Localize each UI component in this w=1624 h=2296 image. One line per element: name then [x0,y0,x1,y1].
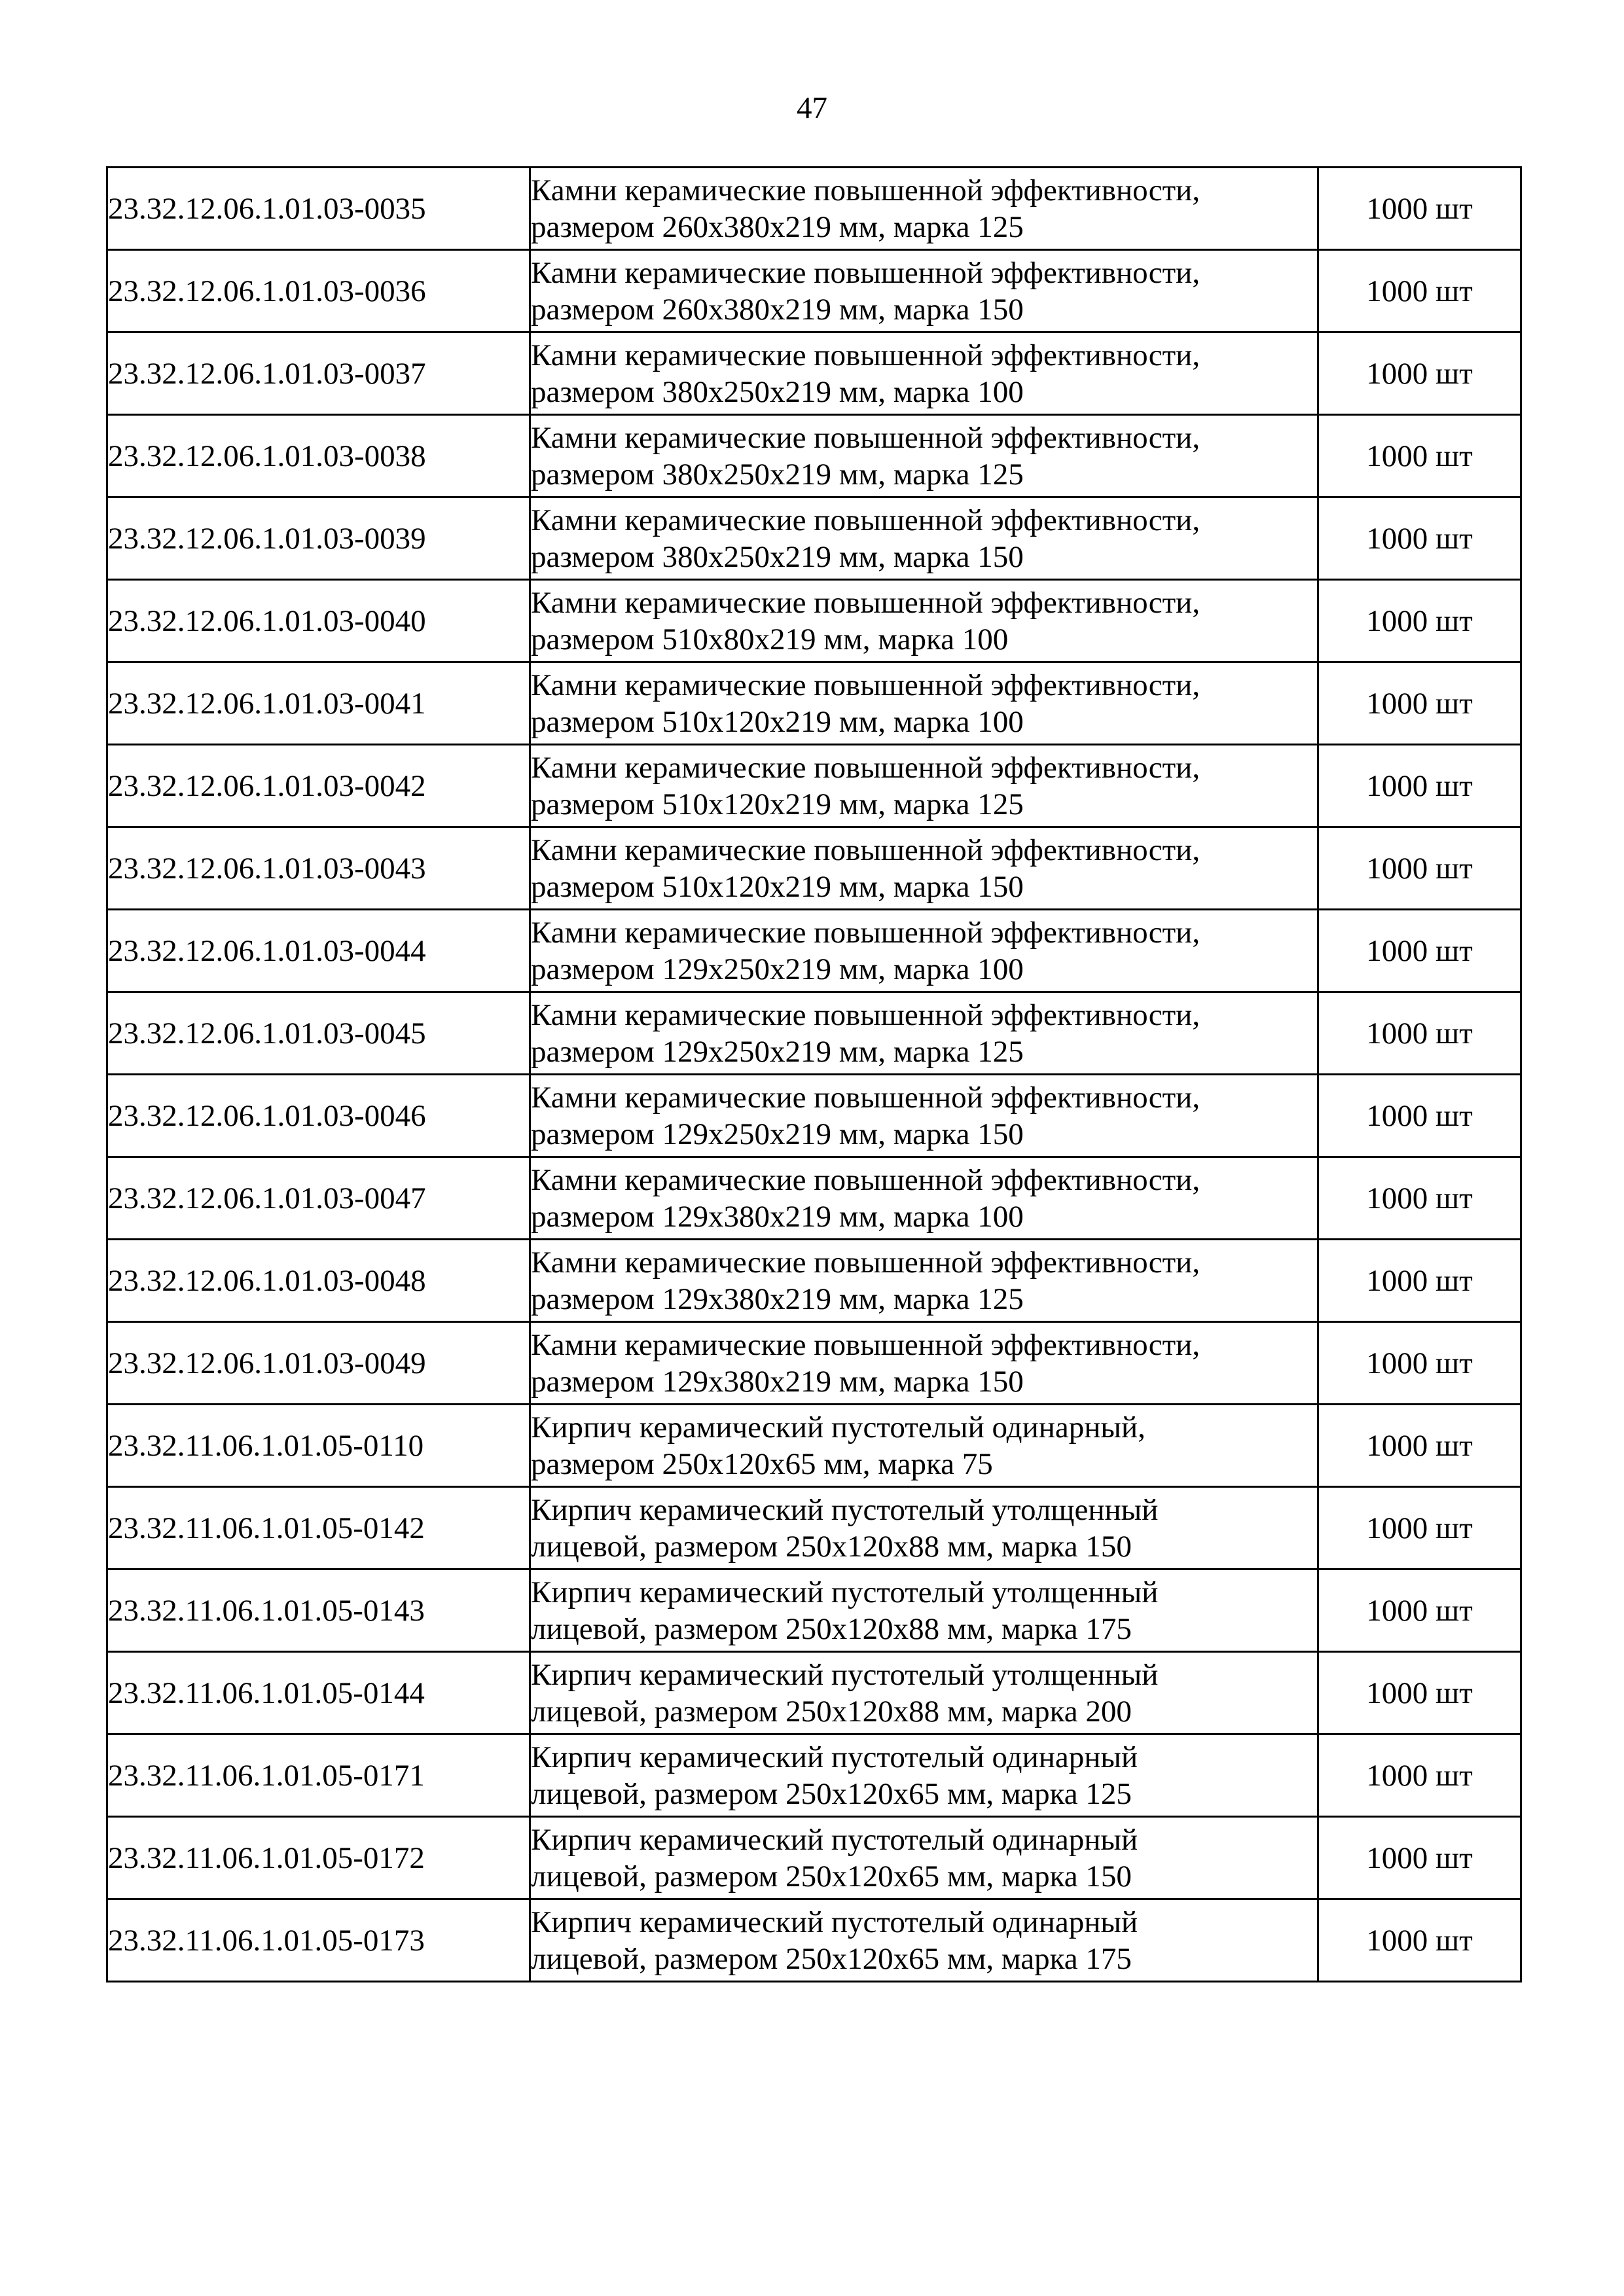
resource-name-line-1: Кирпич керамический пустотелый одинарный [531,1822,1138,1857]
resource-name-line-2: размером 510х120х219 мм, марка 150 [531,869,1024,904]
resource-code-cell: 23.32.12.06.1.01.03-0044 [107,910,530,992]
resource-name-cell [530,910,1318,992]
resource-code-cell: 23.32.12.06.1.01.03-0043 [107,827,530,910]
resource-name-line-2: размером 510х120х219 мм, марка 125 [531,787,1024,821]
resource-name-line-1: Кирпич керамический пустотелый одинарный, [531,1410,1146,1444]
resource-code-cell: 23.32.12.06.1.01.03-0045 [107,992,530,1075]
unit-cell: 1000 шт [1318,1817,1521,1899]
unit-cell: 1000 шт [1318,1734,1521,1817]
resource-table-container [106,166,1522,1982]
resource-name-line-2: размером 380х250х219 мм, марка 100 [531,374,1024,409]
table-row [107,497,1521,580]
resource-name-cell [530,415,1318,497]
resource-name-line-2: размером 380х250х219 мм, марка 125 [531,457,1024,492]
resource-code-cell: 23.32.12.06.1.01.03-0037 [107,332,530,415]
resource-name-line-1: Кирпич керамический пустотелый утолщенный [531,1492,1159,1527]
unit-cell: 1000 шт [1318,910,1521,992]
resource-name-line-2: размером 129х250х219 мм, марка 150 [531,1117,1024,1151]
resource-code-cell: 23.32.11.06.1.01.05-0110 [107,1405,530,1487]
resource-code-cell: 23.32.12.06.1.01.03-0042 [107,745,530,827]
resource-table-body [107,168,1521,1982]
resource-name-line-2: размером 510х120х219 мм, марка 100 [531,704,1024,739]
unit-cell: 1000 шт [1318,250,1521,332]
unit-cell: 1000 шт [1318,1157,1521,1240]
table-row [107,1487,1521,1570]
unit-cell: 1000 шт [1318,1075,1521,1157]
table-row [107,580,1521,662]
resource-name-line-2: лицевой, размером 250х120х88 мм, марка 150 [531,1529,1132,1564]
resource-code-cell: 23.32.12.06.1.01.03-0041 [107,662,530,745]
unit-cell: 1000 шт [1318,1487,1521,1570]
resource-code-cell: 23.32.12.06.1.01.03-0040 [107,580,530,662]
resource-name-cell [530,1405,1318,1487]
unit-cell: 1000 шт [1318,1899,1521,1982]
resource-code-cell: 23.32.12.06.1.01.03-0048 [107,1240,530,1322]
resource-name-cell [530,1487,1318,1570]
resource-name-line-1: Камни керамические повышенной эффективности, [531,338,1200,372]
table-row [107,250,1521,332]
resource-name-line-2: размером 129х380х219 мм, марка 150 [531,1364,1024,1399]
unit-cell: 1000 шт [1318,1570,1521,1652]
table-row [107,1322,1521,1405]
table-row [107,745,1521,827]
resource-name-cell [530,168,1318,250]
resource-name-line-1: Камни керамические повышенной эффективности, [531,255,1200,290]
resource-code-cell: 23.32.12.06.1.01.03-0036 [107,250,530,332]
resource-name-line-1: Камни керамические повышенной эффективности, [531,503,1200,537]
table-row [107,1157,1521,1240]
resource-name-cell [530,1075,1318,1157]
resource-code-cell: 23.32.11.06.1.01.05-0171 [107,1734,530,1817]
resource-name-line-1: Камни керамические повышенной эффективности, [531,997,1200,1032]
resource-name-cell [530,1322,1318,1405]
resource-name-cell [530,662,1318,745]
table-row [107,1405,1521,1487]
resource-code-cell: 23.32.11.06.1.01.05-0144 [107,1652,530,1734]
resource-name-line-2: размером 510х80х219 мм, марка 100 [531,622,1009,656]
resource-name-line-2: лицевой, размером 250х120х65 мм, марка 150 [531,1859,1132,1893]
resource-name-line-2: размером 380х250х219 мм, марка 150 [531,539,1024,574]
resource-name-line-1: Камни керамические повышенной эффективности, [531,1327,1200,1362]
table-row [107,1817,1521,1899]
unit-cell: 1000 шт [1318,662,1521,745]
resource-code-cell: 23.32.11.06.1.01.05-0172 [107,1817,530,1899]
resource-code-cell: 23.32.12.06.1.01.03-0047 [107,1157,530,1240]
resource-name-line-2: лицевой, размером 250х120х88 мм, марка 175 [531,1611,1132,1646]
resource-name-line-2: лицевой, размером 250х120х65 мм, марка 125 [531,1776,1132,1811]
resource-name-line-1: Камни керамические повышенной эффективности, [531,750,1200,785]
resource-name-cell [530,497,1318,580]
resource-name-line-2: размером 260х380х219 мм, марка 125 [531,209,1024,244]
resource-name-line-2: размером 129х250х219 мм, марка 100 [531,952,1024,986]
resource-name-cell [530,827,1318,910]
resource-name-line-2: лицевой, размером 250х120х65 мм, марка 175 [531,1941,1132,1976]
resource-name-cell [530,1652,1318,1734]
resource-name-line-1: Камни керамические повышенной эффективности, [531,1162,1200,1197]
resource-name-cell [530,1240,1318,1322]
resource-name-line-2: размером 250х120х65 мм, марка 75 [531,1446,993,1481]
resource-name-cell [530,332,1318,415]
table-row [107,332,1521,415]
resource-table [106,166,1522,1982]
table-row [107,1899,1521,1982]
resource-code-cell: 23.32.12.06.1.01.03-0035 [107,168,530,250]
unit-cell: 1000 шт [1318,992,1521,1075]
table-row [107,1570,1521,1652]
table-row [107,1652,1521,1734]
resource-name-line-1: Кирпич керамический пустотелый одинарный [531,1905,1138,1939]
resource-code-cell: 23.32.12.06.1.01.03-0049 [107,1322,530,1405]
unit-cell: 1000 шт [1318,1322,1521,1405]
table-row [107,992,1521,1075]
resource-name-line-1: Кирпич керамический пустотелый одинарный [531,1740,1138,1774]
resource-code-cell: 23.32.12.06.1.01.03-0039 [107,497,530,580]
resource-name-cell [530,992,1318,1075]
resource-name-line-1: Камни керамические повышенной эффективности, [531,173,1200,207]
page-number: 47 [797,91,827,125]
resource-code-cell: 23.32.11.06.1.01.05-0173 [107,1899,530,1982]
resource-name-cell [530,580,1318,662]
unit-cell: 1000 шт [1318,1405,1521,1487]
resource-name-line-2: размером 129х380х219 мм, марка 100 [531,1199,1024,1234]
unit-cell: 1000 шт [1318,745,1521,827]
unit-cell: 1000 шт [1318,168,1521,250]
resource-name-cell [530,1570,1318,1652]
table-row [107,1075,1521,1157]
resource-name-line-1: Кирпич керамический пустотелый утолщенный [531,1657,1159,1692]
resource-name-cell [530,1899,1318,1982]
resource-code-cell: 23.32.11.06.1.01.05-0142 [107,1487,530,1570]
resource-name-line-1: Камни керамические повышенной эффективности, [531,420,1200,455]
unit-cell: 1000 шт [1318,415,1521,497]
unit-cell: 1000 шт [1318,1240,1521,1322]
table-row [107,168,1521,250]
table-row [107,662,1521,745]
resource-name-cell [530,250,1318,332]
table-row [107,827,1521,910]
unit-cell: 1000 шт [1318,1652,1521,1734]
resource-name-line-1: Камни керамические повышенной эффективности, [531,1080,1200,1115]
table-row [107,1734,1521,1817]
resource-name-line-1: Камни керамические повышенной эффективности, [531,915,1200,950]
unit-cell: 1000 шт [1318,580,1521,662]
unit-cell: 1000 шт [1318,497,1521,580]
resource-name-line-1: Кирпич керамический пустотелый утолщенный [531,1575,1159,1609]
resource-name-line-1: Камни керамические повышенной эффективности, [531,668,1200,702]
resource-code-cell: 23.32.12.06.1.01.03-0038 [107,415,530,497]
resource-name-cell [530,1817,1318,1899]
table-row [107,910,1521,992]
resource-name-line-1: Камни керамические повышенной эффективности, [531,1245,1200,1280]
unit-cell: 1000 шт [1318,827,1521,910]
resource-name-cell [530,1734,1318,1817]
resource-name-line-2: лицевой, размером 250х120х88 мм, марка 200 [531,1694,1132,1729]
table-row [107,415,1521,497]
resource-name-cell [530,1157,1318,1240]
table-row [107,1240,1521,1322]
unit-cell: 1000 шт [1318,332,1521,415]
resource-code-cell: 23.32.11.06.1.01.05-0143 [107,1570,530,1652]
resource-name-cell [530,745,1318,827]
resource-code-cell: 23.32.12.06.1.01.03-0046 [107,1075,530,1157]
resource-name-line-2: размером 129х380х219 мм, марка 125 [531,1282,1024,1316]
resource-name-line-2: размером 129х250х219 мм, марка 125 [531,1034,1024,1069]
resource-name-line-2: размером 260х380х219 мм, марка 150 [531,292,1024,327]
resource-name-line-1: Камни керамические повышенной эффективности, [531,585,1200,620]
resource-name-line-1: Камни керамические повышенной эффективности, [531,833,1200,867]
